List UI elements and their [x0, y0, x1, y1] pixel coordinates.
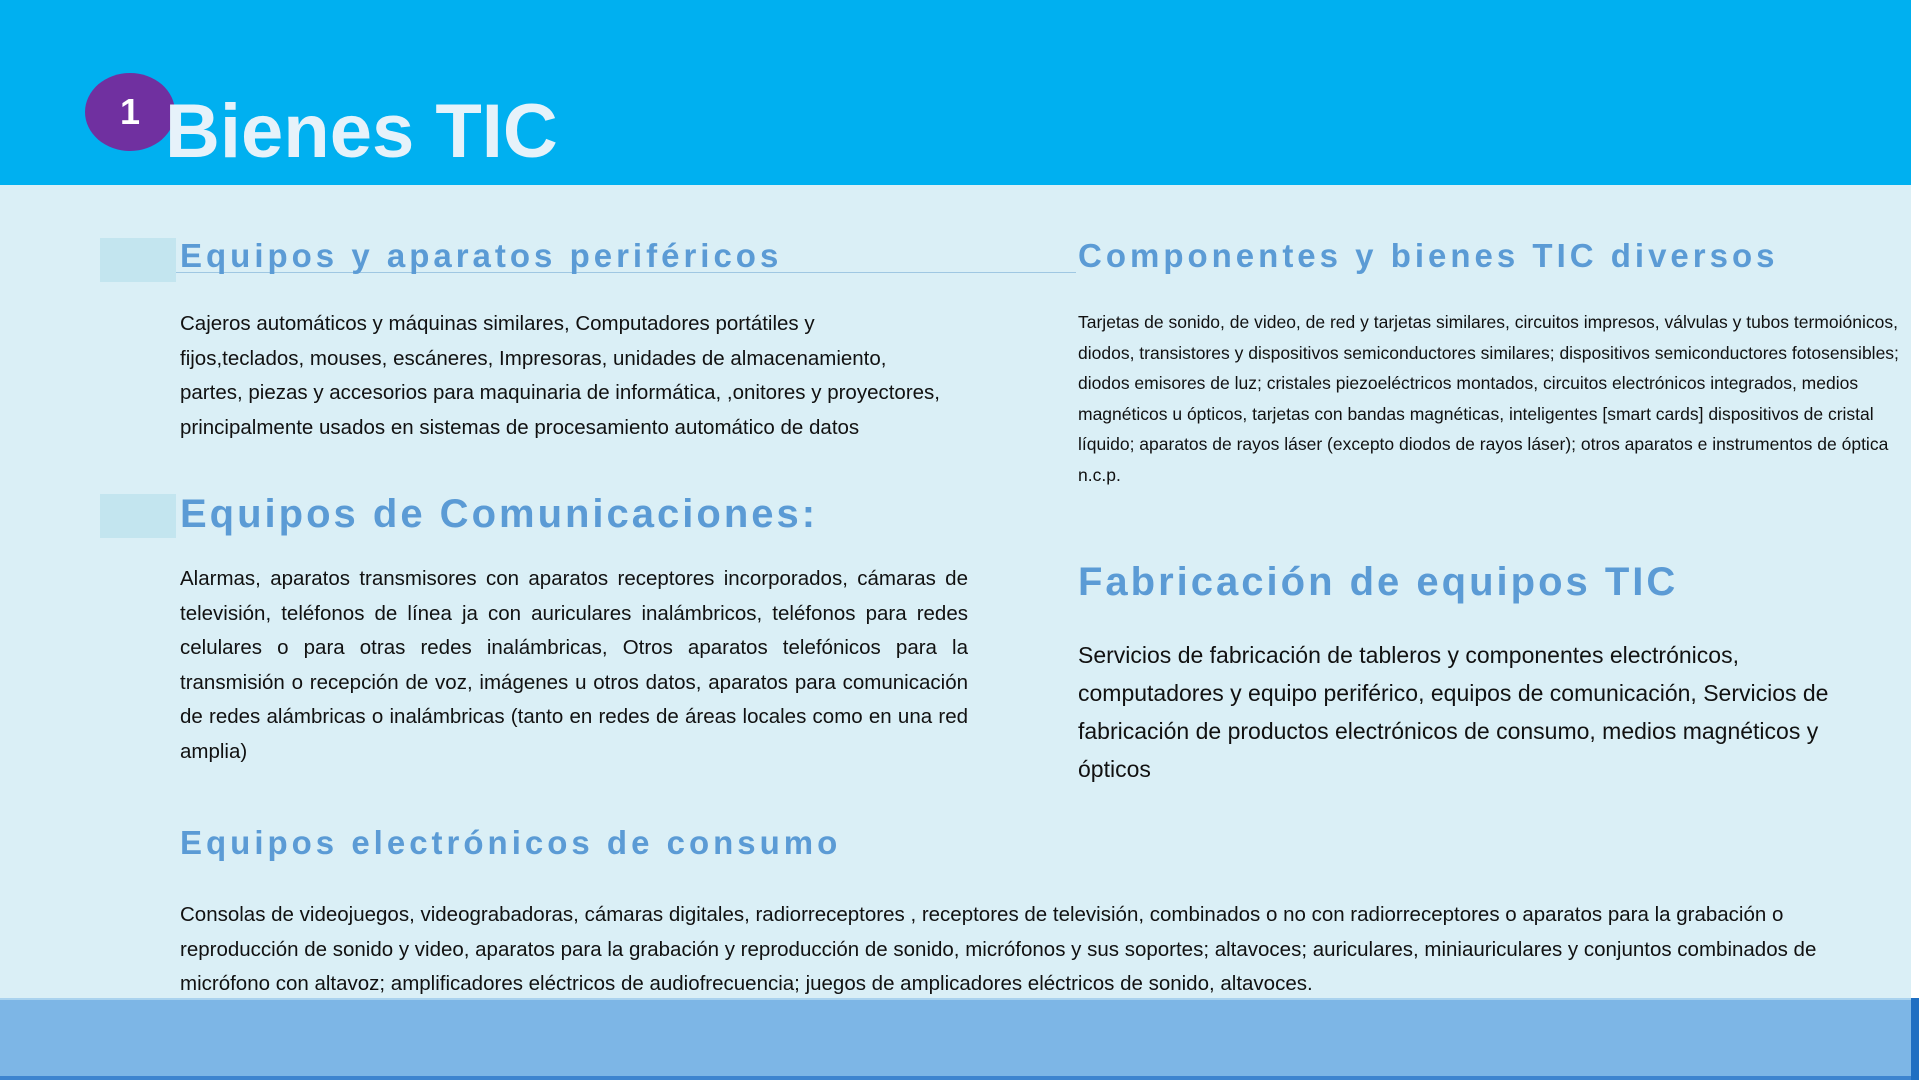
text-comunicaciones: Alarmas, aparatos transmisores con aparatos receptores incorporados, cámaras de televisión, teléfonos de línea ja con auriculares inalámbricos, teléfonos para redes celulares o para otras redes inalámbricas, Otros aparatos telefónicos para la transmisión o recepción de voz, imágenes u otros datos, aparatos para comunicación de redes alámbricas o inalámbricas (tanto en redes de áreas locales como en una red amplia): [180, 567, 968, 763]
section-number-badge: 1: [85, 73, 175, 151]
heading-consumo: Equipos electrónicos de consumo: [180, 824, 842, 861]
heading-perifericos: Equipos y aparatos periféricos: [180, 237, 783, 274]
text-componentes: Tarjetas de sonido, de video, de red y tarjetas similares, circuitos impresos, válvulas y tubos termoiónicos, diodos, transistores y dispositivos semiconductores similares; dispositivos semiconductores fotosensibles; diodos emisores de luz; cristales piezoeléctricos montados, circuitos electrónicos integrados, medios magnéticos u ópticos, tarjetas con bandas magnéticas, inteligentes [smart cards] dispositivos de cristal líquido; aparatos de rayos láser (excepto diodos de rayos láser); otros aparatos e instrumentos de óptica n.c.p.: [1078, 312, 1899, 485]
right-edge: [1911, 0, 1919, 1080]
heading-comunicaciones: Equipos de Comunicaciones:: [180, 492, 819, 536]
heading-marker-comunicaciones: [100, 494, 176, 538]
footer-band: [0, 1000, 1911, 1080]
footer-bottom-line: [0, 1076, 1911, 1080]
heading-marker-perifericos: [100, 238, 176, 282]
text-fabricacion: Servicios de fabricación de tableros y componentes electrónicos, computadores y equipo periférico, equipos de comunicación, Servicios de fabricación de productos electrónicos de consumo, medios magnéticos y ópticos: [1078, 642, 1829, 782]
heading-fabricacion: Fabricación de equipos TIC: [1078, 560, 1679, 604]
text-perifericos: Cajeros automáticos y máquinas similares, Computadores portátiles y fijos,teclados, mouses, escáneres, Impresoras, unidades de almacenamiento, partes, piezas y accesorios para maquinaria de informática, ,onitores y proyectores, principalmente usados en sistemas de procesamiento automático de datos: [180, 312, 941, 439]
page-title: Bienes TIC: [165, 89, 558, 174]
text-consumo: Consolas de videojuegos, videograbadoras, cámaras digitales, radiorreceptores , receptores de televisión, combinados o no con radiorreceptores o aparatos para la grabación o reproducción de sonido y video, aparatos para la grabación y reproducción de sonido, micrófonos y sus soportes; altavoces; auriculares, miniauriculares y conjuntos combinados de micrófono con altavoz; amplificadores eléctricos de audiofrecuencia; juegos de amplicadores eléctricos de sonido, altavoces.: [180, 903, 1817, 995]
right-edge-accent: [1911, 998, 1919, 1080]
heading-componentes: Componentes y bienes TIC diversos: [1078, 237, 1779, 274]
